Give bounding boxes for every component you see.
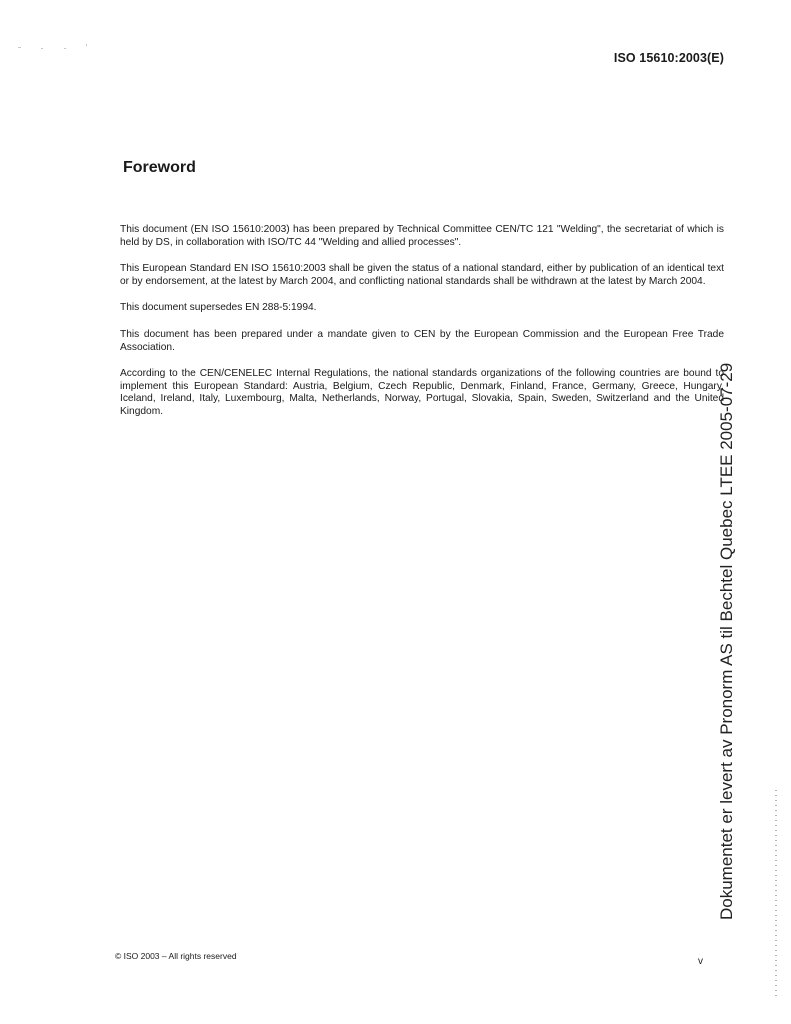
paragraph-preparation: This document (EN ISO 15610:2003) has been prepared by Technical Committee CEN/TC 121 "Welding", the secretariat of which is held by DS, in collaboration with ISO/TC 44 "Welding and allied processes".: [120, 224, 724, 248]
scan-speck: [64, 48, 66, 49]
paragraph-countries: According to the CEN/CENELEC Internal Regulations, the national standards organizations of the following countries are bound to implement this European Standard: Austria, Belgium, Czech Republic, Denmark, Finland, France, Germany, Greece, Hungary, Iceland, Ireland, Italy, Luxembourg, Malta, Netherlands, Norway, Portugal, Slovakia, Spain, Sweden, Switzerland and the United Kingdom.: [120, 368, 724, 417]
section-title: Foreword: [123, 159, 196, 176]
scan-speck: [86, 44, 87, 46]
license-watermark: Dokumentet er levert av Pronorm AS til Bechtel Quebec LTEE 2005-07-29: [717, 362, 736, 920]
scan-speck: [41, 48, 43, 49]
paragraph-supersedes: This document supersedes EN 288-5:1994.: [120, 302, 317, 314]
paragraph-mandate: This document has been prepared under a mandate given to CEN by the European Commission and the European Free Trade Association.: [120, 328, 724, 353]
copyright-notice: © ISO 2003 – All rights reserved: [115, 951, 237, 961]
scan-speck: [18, 47, 21, 48]
scan-edge-marks: [775, 790, 777, 1000]
page-number: v: [698, 956, 703, 967]
paragraph-status: This European Standard EN ISO 15610:2003 shall be given the status of a national standard, either by publication of an identical text or by endorsement, at the latest by March 2004, and conflicting national standards shall be withdrawn at the latest by March 2004.: [120, 263, 724, 287]
foreword-body: [120, 224, 724, 433]
document-identifier: ISO 15610:2003(E): [613, 51, 724, 65]
